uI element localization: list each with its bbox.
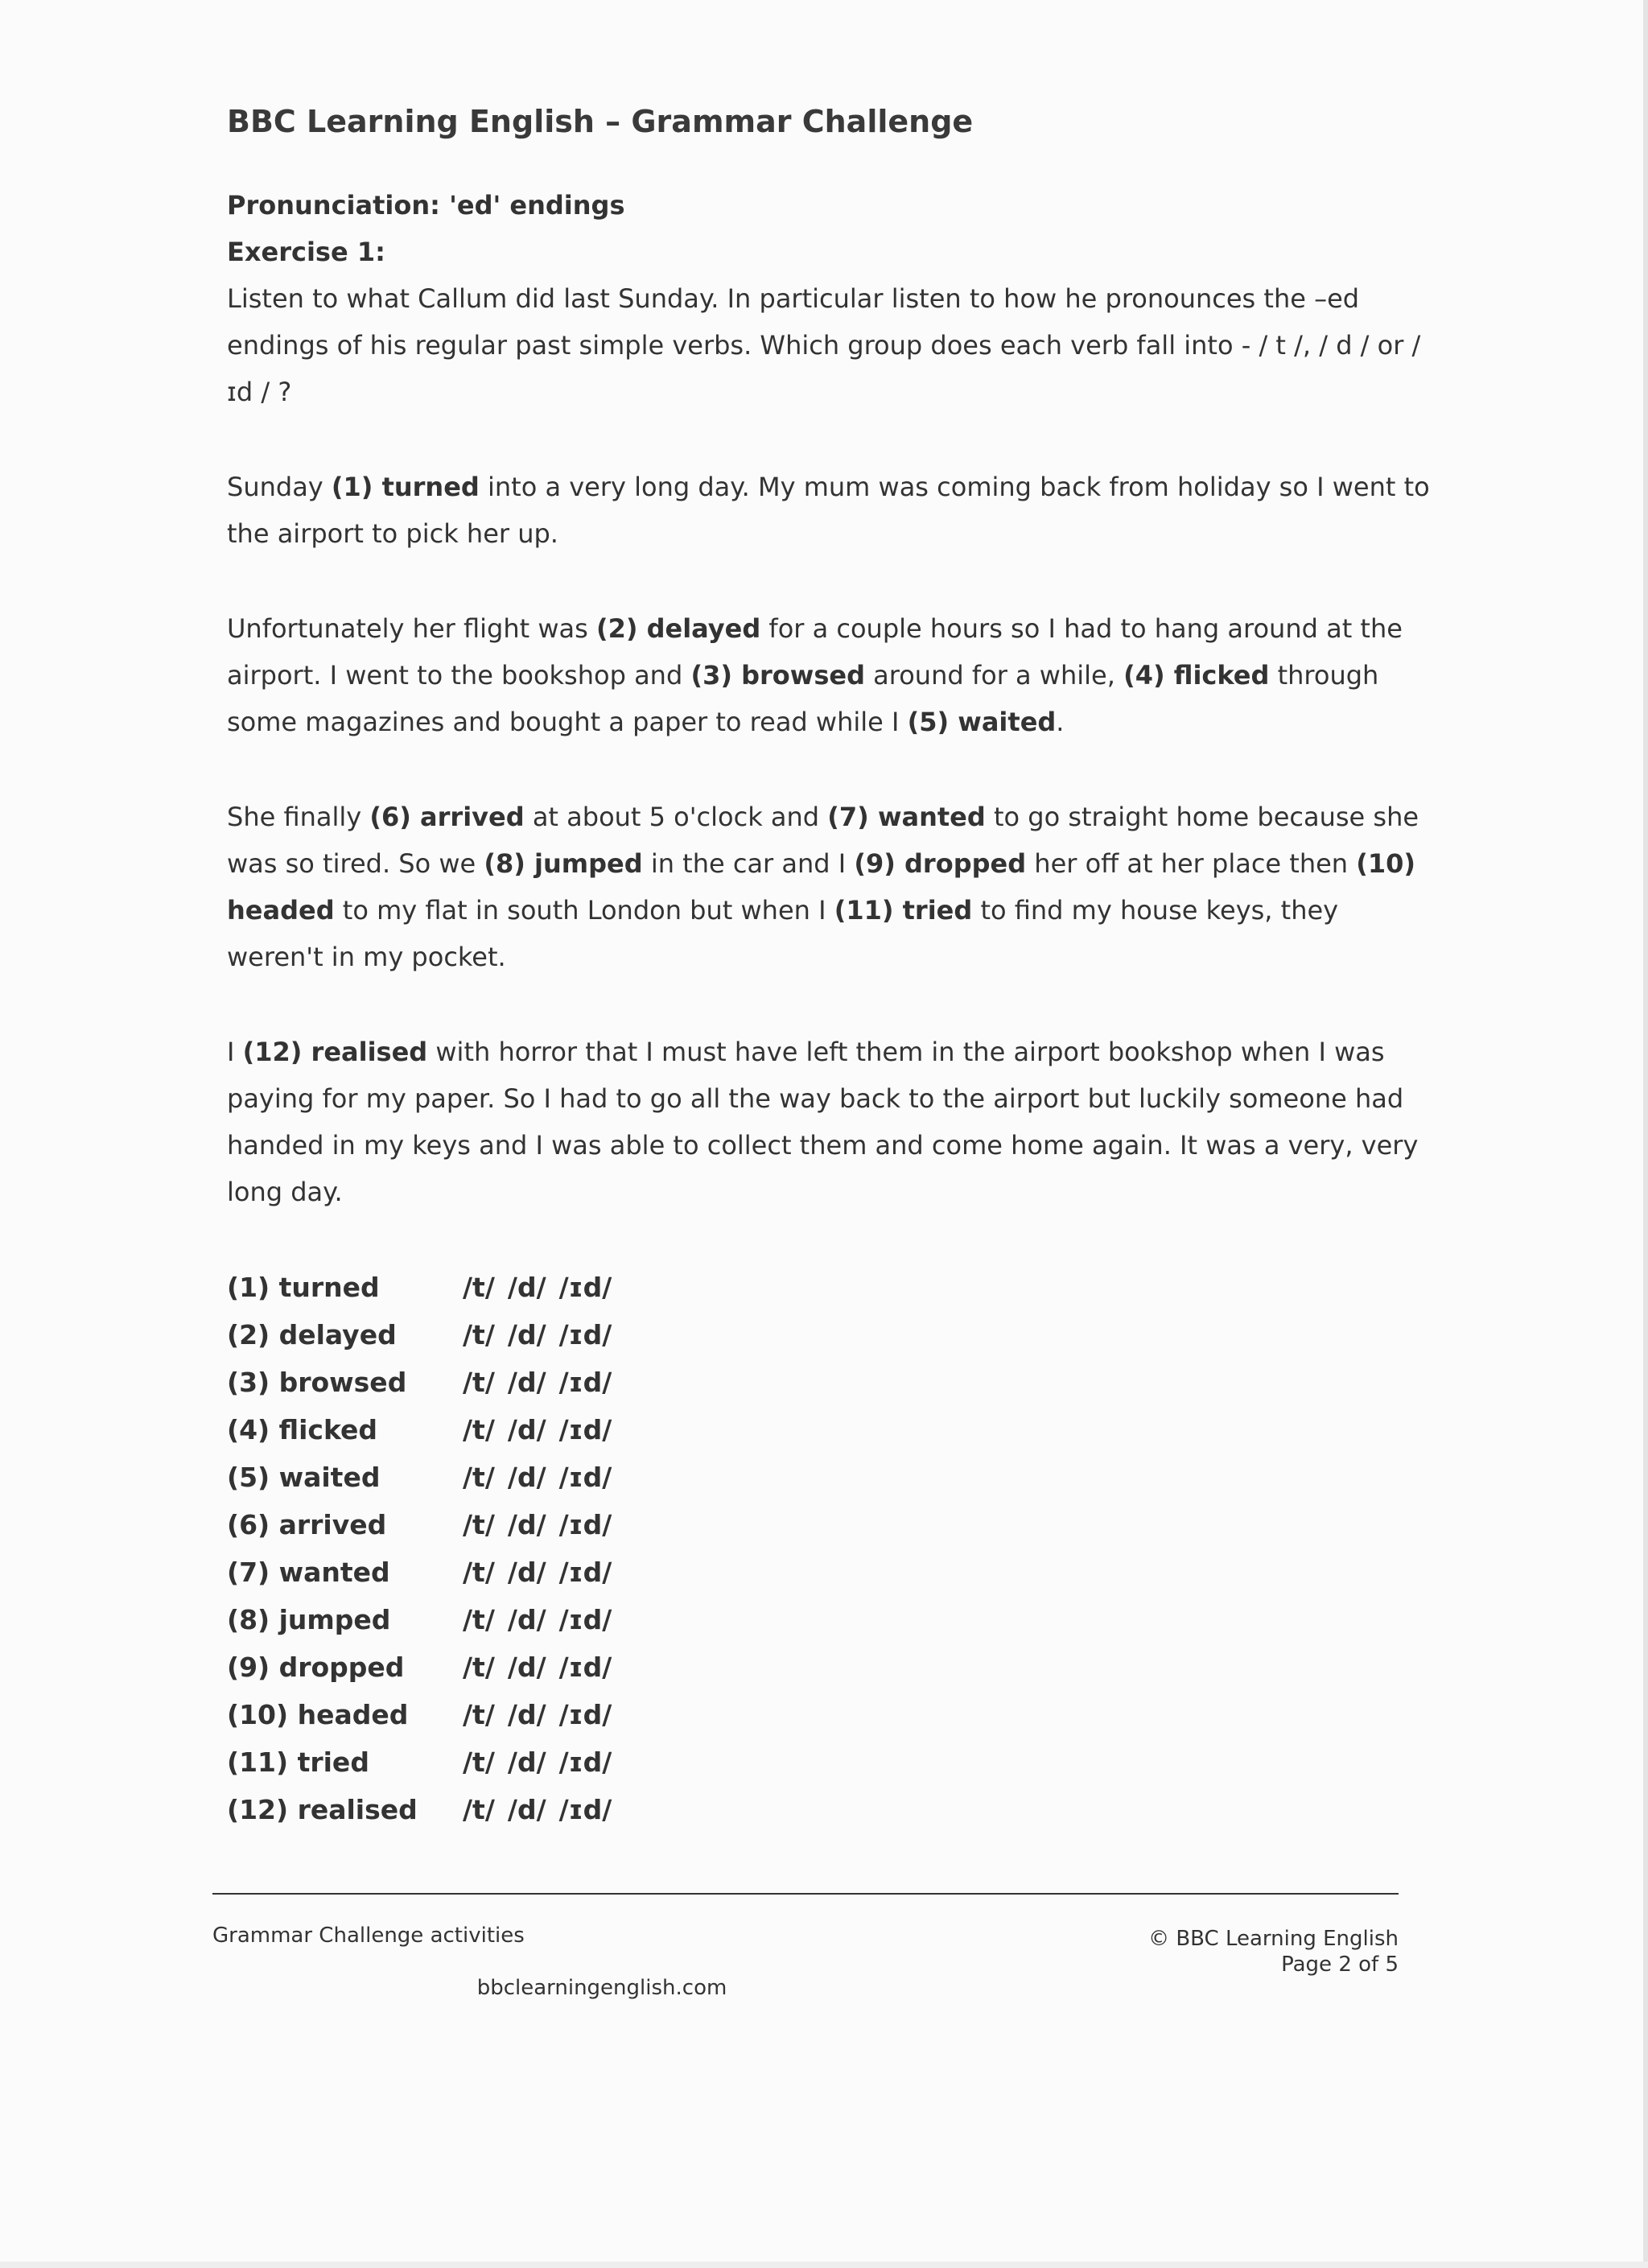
answer-option[interactable]: /t/ <box>463 1509 495 1540</box>
answer-option[interactable]: /d/ <box>507 1319 546 1350</box>
story-text-segment: . <box>1056 707 1065 737</box>
footer-divider <box>212 1893 1399 1895</box>
answer-row <box>227 1691 624 1738</box>
highlighted-verb: (10) headed <box>227 848 1416 926</box>
answer-option[interactable]: /t/ <box>463 1604 495 1635</box>
story-paragraph <box>227 794 1434 980</box>
story-paragraph <box>227 605 1434 745</box>
exercise-label: Exercise 1: <box>227 237 385 267</box>
highlighted-verb: (9) dropped <box>854 848 1027 879</box>
answer-verb: (2) delayed <box>227 1319 397 1350</box>
answer-option[interactable]: /d/ <box>507 1557 546 1588</box>
section-subtitle: Pronunciation: 'ed' endings <box>227 190 625 221</box>
scan-edge-bottom <box>0 2262 1648 2268</box>
page-title: BBC Learning English – Grammar Challenge <box>227 104 974 139</box>
answer-verb: (6) arrived <box>227 1509 387 1540</box>
answer-option[interactable]: /ɪd/ <box>558 1414 612 1445</box>
highlighted-verb: (2) delayed <box>595 613 761 644</box>
paragraph-spacer <box>227 415 1434 464</box>
answer-row <box>227 1643 624 1691</box>
answer-option[interactable]: /ɪd/ <box>558 1509 612 1540</box>
answer-option[interactable]: /ɪd/ <box>558 1462 612 1493</box>
story-text-segment: to go straight home because she was so tired. So we <box>227 802 1419 879</box>
answer-option[interactable]: /t/ <box>463 1699 495 1730</box>
answer-option[interactable]: /ɪd/ <box>558 1319 612 1350</box>
story-text-segment: to my flat in south London but when I <box>334 895 834 926</box>
highlighted-verb: (6) arrived <box>369 802 525 832</box>
highlighted-verb: (1) turned <box>331 472 480 502</box>
highlighted-verb: (12) realised <box>242 1037 428 1067</box>
story-text-segment: for a couple hours so I had to hang around at the airport. I went to the bookshop and <box>227 613 1403 691</box>
answer-verb: (12) realised <box>227 1794 418 1825</box>
answer-option[interactable]: /ɪd/ <box>558 1604 612 1635</box>
answer-row <box>227 1454 624 1501</box>
answer-option[interactable]: /t/ <box>463 1746 495 1778</box>
story-text-segment: around for a while, <box>864 660 1124 691</box>
story-text-segment: in the car and I <box>642 848 855 879</box>
answer-table <box>227 1264 624 1833</box>
highlighted-verb: (4) flicked <box>1123 660 1270 691</box>
story-text-segment: Sunday <box>227 472 332 502</box>
footer-copyright-block <box>1148 1926 1399 1977</box>
footer-url: bbclearningenglish.com <box>476 1976 727 2000</box>
footer-activities-label: Grammar Challenge activities <box>212 1924 525 1948</box>
answer-option[interactable]: /ɪd/ <box>558 1272 612 1303</box>
answer-row <box>227 1596 624 1643</box>
answer-option[interactable]: /t/ <box>463 1367 495 1398</box>
answer-option[interactable]: /t/ <box>463 1794 495 1825</box>
answer-verb: (1) turned <box>227 1272 380 1303</box>
story-text-segment: at about 5 o'clock and <box>524 802 828 832</box>
answer-option[interactable]: /ɪd/ <box>558 1699 612 1730</box>
answer-row <box>227 1311 624 1359</box>
highlighted-verb: (7) wanted <box>827 802 986 832</box>
answer-option[interactable]: /d/ <box>507 1509 546 1540</box>
highlighted-verb: (5) waited <box>907 707 1057 737</box>
story-text-segment: into a very long day. My mum was coming back from holiday so I went to the airport to pick her up. <box>227 472 1430 549</box>
answer-verb: (7) wanted <box>227 1557 390 1588</box>
highlighted-verb: (8) jumped <box>484 848 643 879</box>
paragraph-spacer <box>227 745 1434 794</box>
footer-page-number: Page 2 of 5 <box>1281 1953 1399 1977</box>
answer-option[interactable]: /ɪd/ <box>558 1746 612 1778</box>
document-content <box>227 97 1434 1833</box>
story-paragraph <box>227 1029 1434 1215</box>
answer-verb: (3) browsed <box>227 1367 407 1398</box>
answer-option[interactable]: /t/ <box>463 1272 495 1303</box>
paragraph-spacer <box>227 980 1434 1029</box>
answer-option[interactable]: /ɪd/ <box>558 1652 612 1683</box>
answer-option[interactable]: /d/ <box>507 1414 546 1445</box>
answer-row <box>227 1738 624 1786</box>
story-text-segment: through some magazines and bought a paper to read while I <box>227 660 1379 737</box>
answer-option[interactable]: /d/ <box>507 1462 546 1493</box>
answer-row <box>227 1786 624 1833</box>
answer-verb: (8) jumped <box>227 1604 391 1635</box>
answer-option[interactable]: /d/ <box>507 1746 546 1778</box>
answer-option[interactable]: /ɪd/ <box>558 1794 612 1825</box>
answer-option[interactable]: /t/ <box>463 1557 495 1588</box>
answer-option[interactable]: /d/ <box>507 1272 546 1303</box>
answer-option[interactable]: /d/ <box>507 1699 546 1730</box>
answer-verb: (9) dropped <box>227 1652 405 1683</box>
answer-option[interactable]: /d/ <box>507 1604 546 1635</box>
paragraph-spacer <box>227 557 1434 605</box>
answer-option[interactable]: /ɪd/ <box>558 1557 612 1588</box>
answer-option[interactable]: /t/ <box>463 1414 495 1445</box>
story-paragraph <box>227 464 1434 557</box>
story-text-segment: I <box>227 1037 243 1067</box>
answer-verb: (11) tried <box>227 1746 369 1778</box>
answer-row <box>227 1264 624 1311</box>
instructions-paragraph: Listen to what Callum did last Sunday. In particular listen to how he pronounces the –ed endings of his regular past simple verbs. Which group does each verb fall into - / t /, / d / or / ɪd / ? <box>227 283 1421 407</box>
answer-row <box>227 1406 624 1454</box>
answer-option[interactable]: /t/ <box>463 1319 495 1350</box>
answer-option[interactable]: /d/ <box>507 1794 546 1825</box>
story-text-segment: Unfortunately her flight was <box>227 613 596 644</box>
answer-option[interactable]: /t/ <box>463 1462 495 1493</box>
story-text-segment: to find my house keys, they weren't in my pocket. <box>227 895 1339 972</box>
answer-option[interactable]: /t/ <box>463 1652 495 1683</box>
story-text-segment: She finally <box>227 802 370 832</box>
scan-edge-right <box>1643 0 1648 2268</box>
highlighted-verb: (11) tried <box>834 895 973 926</box>
highlighted-verb: (3) browsed <box>690 660 865 691</box>
story-text-segment: her off at her place then <box>1026 848 1357 879</box>
story-text-segment: with horror that I must have left them in the airport bookshop when I was paying for my paper. So I had to go all the way back to the airport but luckily someone had handed in my keys and I was able to collect them and come home again. It was a very, very long day. <box>227 1037 1419 1207</box>
answer-verb: (10) headed <box>227 1699 409 1730</box>
answer-row <box>227 1548 624 1596</box>
answer-verb: (5) waited <box>227 1462 381 1493</box>
answer-option[interactable]: /ɪd/ <box>558 1367 612 1398</box>
answer-verb: (4) flicked <box>227 1414 378 1445</box>
answer-row <box>227 1501 624 1548</box>
answer-option[interactable]: /d/ <box>507 1367 546 1398</box>
footer-copyright: © BBC Learning English <box>1148 1927 1399 1951</box>
story-text <box>227 415 1434 1215</box>
answer-option[interactable]: /d/ <box>507 1652 546 1683</box>
answer-row <box>227 1359 624 1406</box>
